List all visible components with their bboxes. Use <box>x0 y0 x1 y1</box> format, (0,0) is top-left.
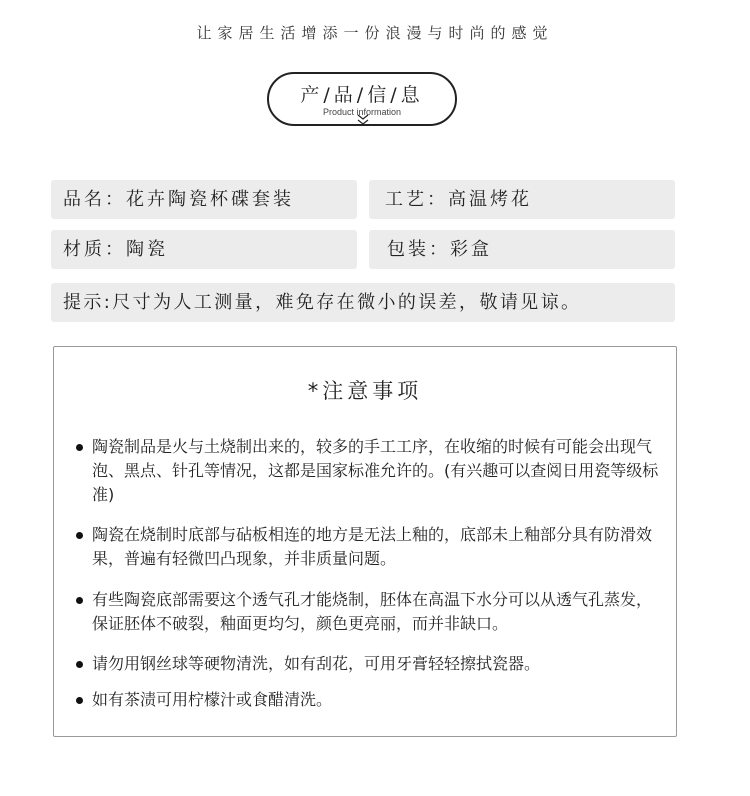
notice-item-text: 如有茶渍可用柠檬汁或食醋清洗。 <box>92 690 333 709</box>
product-package-field: 包装：彩盒 <box>369 230 675 269</box>
product-name-field: 品名：花卉陶瓷杯碟套装 <box>51 180 357 219</box>
notice-item-text: 陶瓷在烧制时底部与砧板相连的地方是无法上釉的，底部未上釉部分具有防滑效果，普遍有轻微凹凸现象，并非质量问题。 <box>92 525 653 568</box>
notice-item-text: 有些陶瓷底部需要这个透气孔才能烧制，胚体在高温下水分可以从透气孔蒸发，保证胚体不破裂，釉面更均匀，颜色更亮丽，而并非缺口。 <box>92 590 653 633</box>
notice-item <box>76 652 661 676</box>
notice-item <box>76 588 661 636</box>
product-craft-field: 工艺：高温烤花 <box>369 180 675 219</box>
notice-item <box>76 435 661 507</box>
product-material-field: 材质：陶瓷 <box>51 230 357 269</box>
tagline: 让家居生活增添一份浪漫与时尚的感觉 <box>196 24 554 42</box>
bullet-icon <box>76 661 83 668</box>
bullet-icon <box>76 597 83 604</box>
bullet-icon <box>76 444 83 451</box>
notice-item-text: 陶瓷制品是火与土烧制出来的，较多的手工工序，在收缩的时候有可能会出现气泡、黑点、针孔等情况，这都是国家标准允许的。(有兴趣可以查阅日用瓷等级标准) <box>92 437 659 504</box>
double-chevron-down-icon <box>357 114 369 126</box>
section-title-badge <box>267 72 457 126</box>
notice-item <box>76 523 661 571</box>
notice-box <box>53 346 677 737</box>
notice-item-text: 请勿用钢丝球等硬物清洗，如有刮花，可用牙膏轻轻擦拭瓷器。 <box>92 654 541 673</box>
notice-title: *注意事项 <box>307 379 423 403</box>
measurement-tip: 提示:尺寸为人工测量，难免存在微小的误差，敬请见谅。 <box>51 283 675 322</box>
section-subtitle: Product information <box>322 107 402 117</box>
notice-item <box>76 688 661 712</box>
bullet-icon <box>76 697 83 704</box>
bullet-icon <box>76 532 83 539</box>
section-title: 产/品/信/息 <box>300 84 424 106</box>
